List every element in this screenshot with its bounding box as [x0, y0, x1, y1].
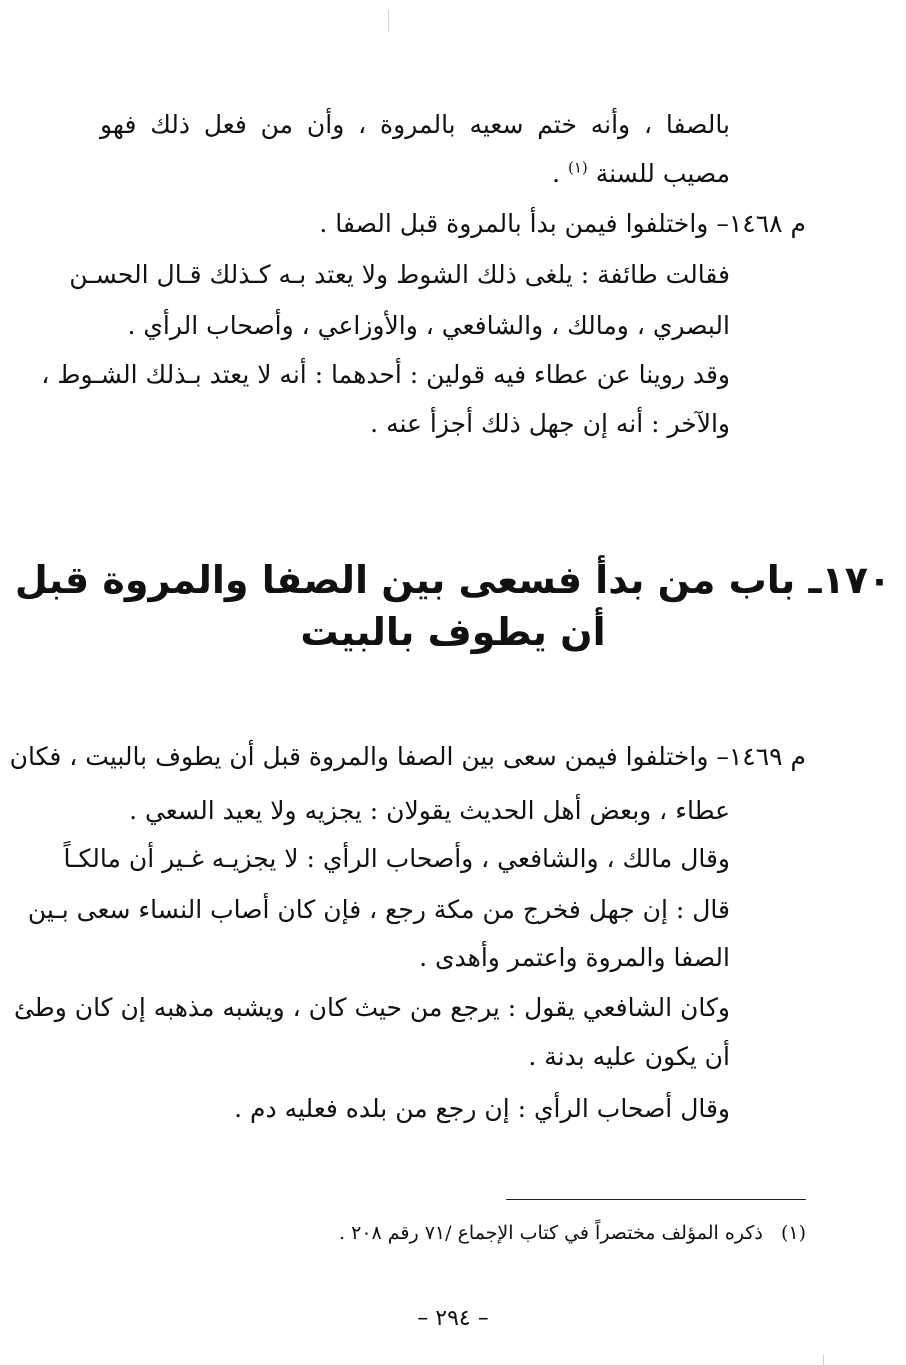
footnote — [100, 1220, 806, 1246]
chapter-heading-line2: أن يطوف بالبيت — [300, 610, 606, 654]
entry-dash: – — [716, 209, 729, 238]
paragraph-line: وكان الشافعي يقول : يرجع من حيث كان ، ويشبه مذهبه إن كان وطئ — [13, 993, 730, 1022]
entry-number: م ١٤٦٨ — [728, 209, 806, 238]
page-number: – ٢٩٤ – — [417, 1306, 489, 1331]
footnote-text: ذكره المؤلف مختصراً في كتاب الإجماع /٧١ رقم ٢٠٨ . — [339, 1222, 763, 1244]
paragraph-line: أن يكون عليه بدنة . — [528, 1042, 730, 1071]
paragraph-text: مصيب للسنة — [595, 159, 730, 188]
paragraph-line: بالصفا ، وأنه ختم سعيه بالمروة ، وأن من فعل ذلك فهو — [100, 110, 730, 139]
paragraph-line: وقد روينا عن عطاء فيه قولين : أحدهما : أنه لا يعتد بـذلك الشـوط ، — [41, 360, 730, 389]
entry-statement: واختلفوا فيمن بدأ بالمروة قبل الصفا . — [319, 209, 709, 238]
paragraph-line: فقالت طائفة : يلغى ذلك الشوط ولا يعتد بـه كـذلك قـال الحسـن — [69, 260, 730, 289]
entry-number: م ١٤٦٩ — [728, 742, 806, 771]
scan-mark — [823, 1355, 824, 1365]
paragraph-line: عطاء ، وبعض أهل الحديث يقولان : يجزيه ولا يعيد السعي . — [129, 796, 730, 825]
chapter-heading-line1: ١٧٠ـ باب من بدأ فسعى بين الصفا والمروة قبل — [14, 558, 892, 602]
scan-mark — [388, 10, 389, 32]
paragraph-text: . — [552, 159, 561, 188]
paragraph-line: البصري ، ومالك ، والشافعي ، والأوزاعي ، وأصحاب الرأي . — [127, 311, 730, 340]
footnote-reference: (١) — [568, 158, 588, 177]
footnote-marker: (١) — [780, 1222, 806, 1244]
footnote-separator — [506, 1199, 806, 1200]
paragraph-line: الصفا والمروة واعتمر وأهدى . — [419, 943, 730, 972]
paragraph-line: قال : إن جهل فخرج من مكة رجع ، فإن كان أصاب النساء سعى بـين — [27, 895, 730, 924]
paragraph-line: وقال أصحاب الرأي : إن رجع من بلده فعليه دم . — [234, 1094, 730, 1123]
entry-dash: – — [716, 742, 729, 771]
entry-statement: واختلفوا فيمن سعى بين الصفا والمروة قبل أن يطوف بالبيت ، فكان — [9, 742, 709, 771]
paragraph-line — [100, 157, 730, 191]
paragraph-line: وقال مالك ، والشافعي ، وأصحاب الرأي : لا يجزيـه غـير أن مالكـاً — [63, 844, 730, 873]
entry-1468-heading — [100, 207, 806, 241]
paragraph-line: والآخر : أنه إن جهل ذلك أجزأ عنه . — [370, 409, 730, 438]
entry-1469-heading — [9, 740, 806, 774]
